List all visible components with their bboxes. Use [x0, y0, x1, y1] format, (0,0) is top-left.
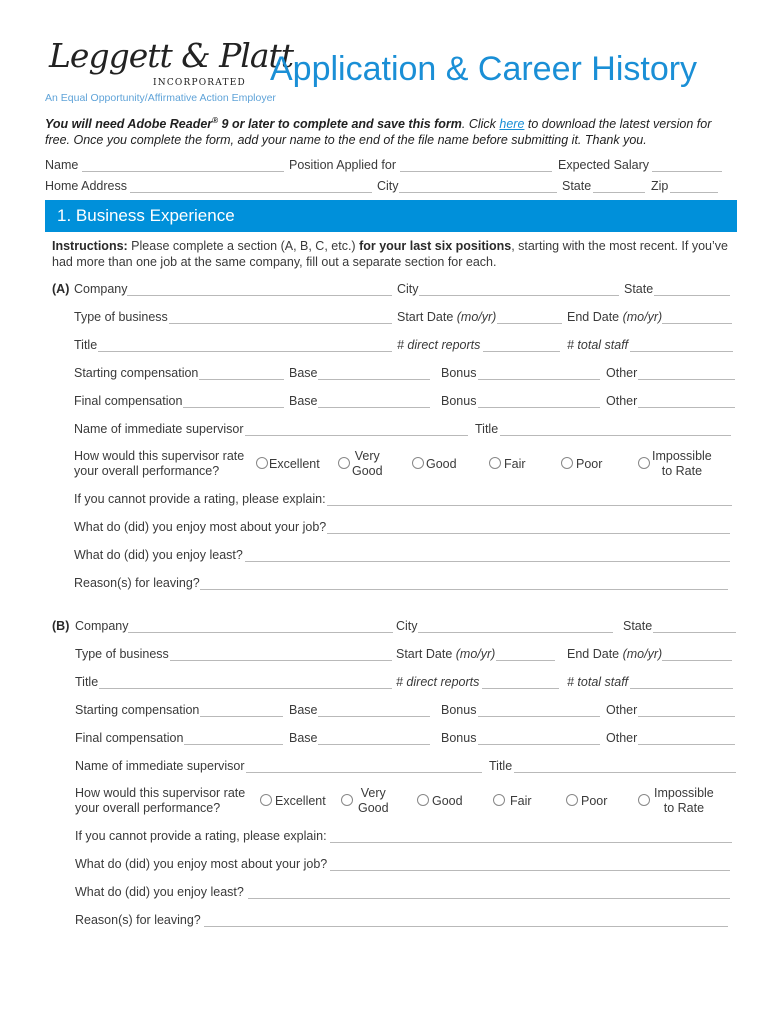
rating-good-label: Good	[426, 457, 457, 471]
final-other-label: Other	[606, 731, 638, 745]
title-field[interactable]	[99, 675, 392, 689]
supervisor-title-field[interactable]	[500, 422, 731, 436]
city-field[interactable]	[419, 282, 619, 296]
impossible-line-2: to Rate	[661, 464, 703, 478]
starting-comp-field[interactable]	[200, 703, 283, 717]
starting-other-field[interactable]	[638, 703, 735, 717]
starting-base-label: Base	[289, 703, 318, 717]
section-title: 1. Business Experience	[57, 206, 235, 225]
type-field[interactable]	[170, 647, 392, 661]
enjoy-most-field[interactable]	[327, 520, 730, 534]
final-bonus-label: Bonus	[441, 394, 477, 408]
start-date-text: Start Date	[397, 310, 457, 324]
supervisor-title-label: Title	[475, 422, 499, 436]
notice-bold: You will need Adobe Reader	[45, 117, 213, 132]
salary-label: Expected Salary	[558, 158, 650, 172]
start-date-field[interactable]	[496, 647, 555, 661]
final-bonus-label: Bonus	[441, 731, 477, 745]
rating-impossible-label	[654, 786, 714, 816]
company-label: Company	[75, 619, 129, 633]
enjoy-least-label: What do (did) you enjoy least?	[75, 885, 244, 899]
rating-fair-label: Fair	[510, 794, 532, 808]
address-field[interactable]	[130, 179, 372, 193]
rating-fair-label: Fair	[504, 457, 526, 471]
rating-poor-radio[interactable]	[561, 457, 573, 469]
rating-fair-radio[interactable]	[489, 457, 501, 469]
instructions-label: Instructions:	[52, 239, 128, 253]
enjoy-least-field[interactable]	[248, 885, 730, 899]
section-instructions	[52, 238, 742, 270]
company-logo	[45, 36, 294, 108]
instructions-text-1: Please complete a section (A, B, C, etc.)	[127, 239, 360, 253]
final-other-label: Other	[606, 394, 638, 408]
end-date-label	[567, 310, 662, 324]
section-letter: (A)	[52, 282, 70, 296]
reasons-field[interactable]	[204, 913, 728, 927]
rating-impossible-radio[interactable]	[638, 457, 650, 469]
start-date-format: (mo/yr)	[455, 647, 496, 661]
end-date-format: (mo/yr)	[622, 310, 663, 324]
rating-poor-label: Poor	[576, 457, 603, 471]
experience-section-a	[0, 282, 770, 612]
rating-question-line-1: How would this supervisor rate	[74, 449, 245, 463]
enjoy-most-field[interactable]	[330, 857, 730, 871]
total-staff-field[interactable]	[630, 675, 733, 689]
rating-good-label: Good	[432, 794, 463, 808]
city-label: City	[397, 282, 419, 296]
start-date-field[interactable]	[497, 310, 562, 324]
end-date-field[interactable]	[662, 310, 732, 324]
home-city-field[interactable]	[399, 179, 557, 193]
company-field[interactable]	[128, 619, 393, 633]
supervisor-title-label: Title	[489, 759, 513, 773]
starting-bonus-label: Bonus	[441, 703, 477, 717]
type-field[interactable]	[169, 310, 392, 324]
final-base-field[interactable]	[318, 394, 430, 408]
header-row-1	[0, 158, 770, 174]
reasons-label: Reason(s) for leaving?	[75, 913, 201, 927]
section-letter: (B)	[52, 619, 70, 633]
start-date-format: (mo/yr)	[456, 310, 497, 324]
impossible-line-1: Impossible	[654, 786, 714, 800]
starting-other-label: Other	[606, 703, 638, 717]
state-field[interactable]	[654, 282, 730, 296]
explain-label: If you cannot provide a rating, please explain:	[74, 492, 326, 506]
rating-excellent-radio[interactable]	[260, 794, 272, 806]
notice-text-1: . Click	[461, 117, 500, 132]
rating-question-line-2: your overall performance?	[75, 801, 221, 815]
rating-fair-radio[interactable]	[493, 794, 505, 806]
final-base-field[interactable]	[318, 731, 430, 745]
type-label: Type of business	[75, 647, 169, 661]
rating-very-good-radio[interactable]	[341, 794, 353, 806]
rating-question	[75, 786, 245, 816]
download-link[interactable]: here	[499, 117, 525, 132]
final-comp-label: Final compensation	[74, 394, 183, 408]
supervisor-label: Name of immediate supervisor	[74, 422, 244, 436]
final-base-label: Base	[289, 731, 318, 745]
starting-bonus-field[interactable]	[478, 366, 600, 380]
starting-comp-field[interactable]	[199, 366, 284, 380]
logo-incorporated: INCORPORATED	[153, 78, 246, 88]
very-good-line-1: Very	[360, 786, 386, 800]
supervisor-label: Name of immediate supervisor	[75, 759, 245, 773]
end-date-text: End Date	[567, 647, 623, 661]
section-header-bar	[45, 200, 737, 232]
rating-question	[74, 449, 244, 479]
supervisor-field[interactable]	[246, 759, 482, 773]
title-label: Title	[75, 675, 99, 689]
starting-other-label: Other	[606, 366, 638, 380]
final-comp-field[interactable]	[184, 731, 283, 745]
header-row-2	[0, 179, 770, 195]
home-state-field[interactable]	[593, 179, 645, 193]
final-other-field[interactable]	[638, 731, 735, 745]
title-label: Title	[74, 338, 98, 352]
instructions-text-2: , starting with the most recent. If you’ve had more than one job at the same company, fill out a separate section for each.	[52, 239, 728, 269]
rating-question-line-2: your overall performance?	[74, 464, 220, 478]
position-label: Position Applied for	[289, 158, 397, 172]
rating-very-good-radio[interactable]	[338, 457, 350, 469]
rating-good-radio[interactable]	[417, 794, 429, 806]
end-date-label	[567, 647, 662, 661]
impossible-line-2: to Rate	[663, 801, 705, 815]
starting-bonus-field[interactable]	[478, 703, 600, 717]
starting-other-field[interactable]	[638, 366, 735, 380]
rating-poor-radio[interactable]	[566, 794, 578, 806]
company-field[interactable]	[127, 282, 392, 296]
final-comp-field[interactable]	[183, 394, 284, 408]
title-field[interactable]	[98, 338, 392, 352]
final-bonus-field[interactable]	[478, 731, 600, 745]
logo-wordmark: Leggett & Platt	[49, 36, 294, 75]
starting-base-label: Base	[289, 366, 318, 380]
state-label: State	[623, 619, 653, 633]
notice-bold-2: 9 or later to complete and save this form	[218, 117, 462, 132]
very-good-line-1: Very	[354, 449, 380, 463]
notice-text-2: to download the latest version for free. Once you complete the form, add your name to the end of the file name before submitting it. Thank you.	[45, 117, 712, 148]
eeo-statement: An Equal Opportunity/Affirmative Action Employer	[45, 92, 276, 104]
end-date-text: End Date	[567, 310, 623, 324]
total-staff-field[interactable]	[630, 338, 733, 352]
explain-field[interactable]	[327, 492, 732, 506]
rating-very-good-label	[352, 449, 383, 479]
city-label: City	[396, 619, 418, 633]
explain-label: If you cannot provide a rating, please explain:	[75, 829, 327, 843]
very-good-line-2: Good	[358, 801, 389, 815]
enjoy-most-label: What do (did) you enjoy most about your job?	[75, 857, 328, 871]
total-staff-label: # total staff	[567, 675, 629, 689]
rating-excellent-label: Excellent	[275, 794, 326, 808]
enjoy-least-field[interactable]	[245, 548, 730, 562]
start-date-label	[397, 310, 496, 324]
rating-excellent-radio[interactable]	[256, 457, 268, 469]
final-bonus-field[interactable]	[478, 394, 600, 408]
starting-base-field[interactable]	[318, 703, 430, 717]
zip-field[interactable]	[670, 179, 718, 193]
final-base-label: Base	[289, 394, 318, 408]
zip-label: Zip	[651, 179, 669, 193]
salary-field[interactable]	[652, 158, 722, 172]
rating-poor-label: Poor	[581, 794, 608, 808]
name-field[interactable]	[82, 158, 284, 172]
city-field[interactable]	[418, 619, 613, 633]
enjoy-most-label: What do (did) you enjoy most about your job?	[74, 520, 327, 534]
starting-comp-label: Starting compensation	[74, 366, 199, 380]
instructions-notice	[45, 113, 735, 148]
state-label: State	[624, 282, 654, 296]
instructions-bold: for your last six positions	[359, 239, 512, 253]
type-label: Type of business	[74, 310, 168, 324]
rating-question-line-1: How would this supervisor rate	[75, 786, 246, 800]
position-field[interactable]	[400, 158, 552, 172]
starting-comp-label: Starting compensation	[75, 703, 200, 717]
supervisor-field[interactable]	[245, 422, 468, 436]
starting-base-field[interactable]	[318, 366, 430, 380]
page-title: Application & Career History	[270, 50, 698, 88]
address-label: Home Address	[45, 179, 127, 193]
supervisor-title-field[interactable]	[514, 759, 736, 773]
very-good-line-2: Good	[352, 464, 383, 478]
end-date-format: (mo/yr)	[622, 647, 663, 661]
rating-good-radio[interactable]	[412, 457, 424, 469]
reasons-field[interactable]	[200, 576, 728, 590]
total-staff-label: # total staff	[567, 338, 629, 352]
starting-bonus-label: Bonus	[441, 366, 477, 380]
direct-reports-label: # direct reports	[397, 338, 481, 352]
rating-impossible-radio[interactable]	[638, 794, 650, 806]
rating-excellent-label: Excellent	[269, 457, 320, 471]
explain-field[interactable]	[330, 829, 732, 843]
experience-section-b	[0, 619, 770, 949]
impossible-line-1: Impossible	[652, 449, 712, 463]
home-city-label: City	[377, 179, 399, 193]
end-date-field[interactable]	[662, 647, 732, 661]
name-label: Name	[45, 158, 79, 172]
home-state-label: State	[562, 179, 592, 193]
company-label: Company	[74, 282, 128, 296]
rating-impossible-label	[652, 449, 712, 479]
final-other-field[interactable]	[638, 394, 735, 408]
state-field[interactable]	[653, 619, 736, 633]
final-comp-label: Final compensation	[75, 731, 184, 745]
start-date-text: Start Date	[396, 647, 456, 661]
direct-reports-label: # direct reports	[396, 675, 480, 689]
direct-reports-field[interactable]	[482, 675, 559, 689]
reasons-label: Reason(s) for leaving?	[74, 576, 200, 590]
start-date-label	[396, 647, 495, 661]
rating-very-good-label	[358, 786, 389, 816]
enjoy-least-label: What do (did) you enjoy least?	[74, 548, 243, 562]
direct-reports-field[interactable]	[483, 338, 560, 352]
notice-reg: ®	[212, 116, 219, 125]
